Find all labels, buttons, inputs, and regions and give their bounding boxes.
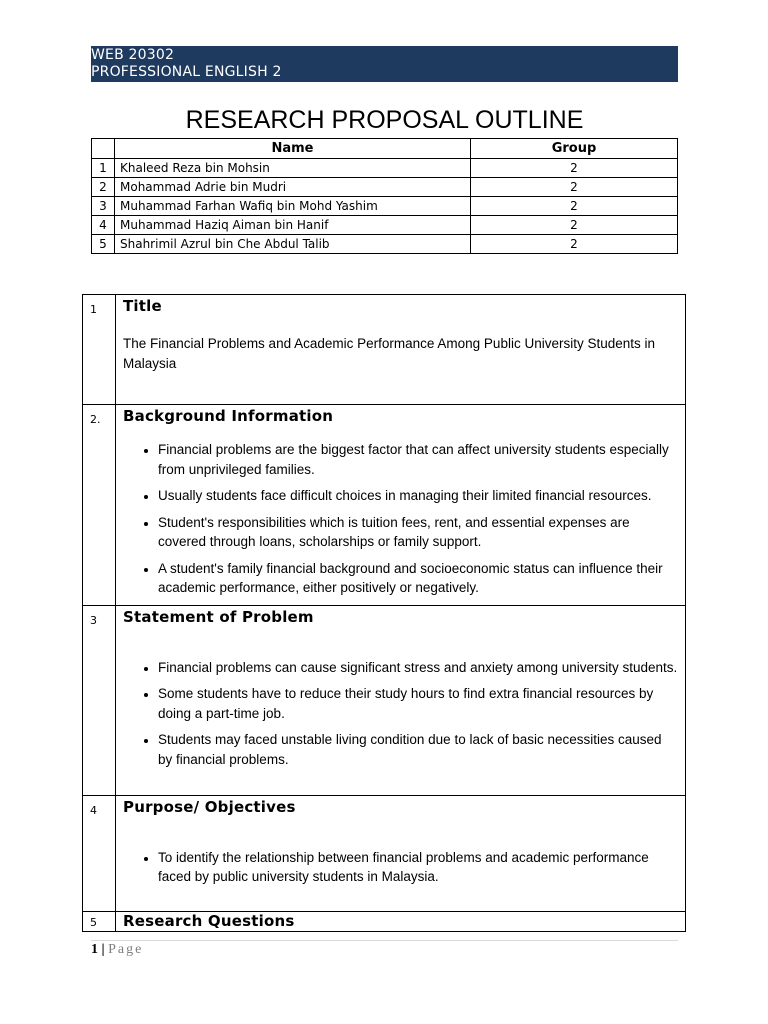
outline-section-problem xyxy=(83,605,686,795)
member-name: Mohammad Adrie bin Mudri xyxy=(115,178,471,197)
table-row xyxy=(92,197,678,216)
section-number: 5 xyxy=(83,911,116,931)
section-heading: Background Information xyxy=(123,407,334,425)
section-number: 1 xyxy=(83,295,116,405)
section-body xyxy=(116,795,686,911)
name-column-header: Name xyxy=(115,139,471,159)
list-item: • Usually students face difficult choices in managing their limited financial resources. xyxy=(158,486,679,506)
section-number: 2. xyxy=(83,405,116,606)
member-group: 2 xyxy=(471,197,678,216)
background-bullet-list xyxy=(123,440,679,598)
row-number: 5 xyxy=(92,235,115,254)
row-number: 2 xyxy=(92,178,115,197)
page-number: 1 xyxy=(91,942,98,957)
section-body xyxy=(116,295,686,405)
list-item: • To identify the relationship between financial problems and academic performance faced by public university students in Malaysia. xyxy=(158,848,679,887)
section-heading: Statement of Problem xyxy=(123,607,314,626)
table-row xyxy=(92,159,678,178)
proposal-outline-table xyxy=(82,294,686,932)
list-item: • Students may faced unstable living condition due to lack of basic necessities caused by financial problems. xyxy=(158,730,679,769)
section-body xyxy=(116,405,686,606)
page-footer xyxy=(91,942,143,958)
row-number: 4 xyxy=(92,216,115,235)
group-column-header: Group xyxy=(471,139,678,159)
list-item: • A student's family financial background and socioeconomic status can influence their academic performance, either positively or negatively. xyxy=(158,559,679,598)
row-number: 1 xyxy=(92,159,115,178)
section-heading: Title xyxy=(123,297,162,315)
row-number: 3 xyxy=(92,197,115,216)
section-body xyxy=(116,911,686,931)
course-header-band xyxy=(91,46,678,82)
list-item: • Student's responsibilities which is tuition fees, rent, and essential expenses are covered through loans, scholarships or family support. xyxy=(158,513,679,552)
list-item: • Financial problems are the biggest factor that can affect university students especially from unprivileged families. xyxy=(158,440,679,479)
document-title: RESEARCH PROPOSAL OUTLINE xyxy=(185,106,584,134)
table-row xyxy=(92,178,678,197)
number-column-header xyxy=(92,139,115,159)
member-name: Khaleed Reza bin Mohsin xyxy=(115,159,471,178)
member-group: 2 xyxy=(471,178,678,197)
table-header-row xyxy=(92,139,678,159)
member-name: Muhammad Haziq Aiman bin Hanif xyxy=(115,216,471,235)
page-label: Page xyxy=(108,942,144,957)
problem-bullet-list xyxy=(123,658,679,770)
member-name: Shahrimil Azrul bin Che Abdul Talib xyxy=(115,235,471,254)
table-row xyxy=(92,216,678,235)
section-number: 3 xyxy=(83,605,116,795)
table-row xyxy=(92,235,678,254)
member-group: 2 xyxy=(471,235,678,254)
group-members-table xyxy=(91,138,678,254)
course-name: PROFESSIONAL ENGLISH 2 xyxy=(91,64,282,80)
member-group: 2 xyxy=(471,159,678,178)
outline-section-title xyxy=(83,295,686,405)
footer-divider xyxy=(91,940,678,941)
list-item: • Financial problems can cause significant stress and anxiety among university students. xyxy=(158,658,679,678)
section-heading: Research Questions xyxy=(123,911,295,930)
objectives-bullet-list xyxy=(123,848,679,887)
course-code: WEB 20302 xyxy=(91,47,175,63)
outline-section-research-questions xyxy=(83,911,686,931)
footer-separator: | xyxy=(101,942,105,957)
proposal-title-text: The Financial Problems and Academic Performance Among Public University Students in Malaysia xyxy=(123,336,656,371)
section-number: 4 xyxy=(83,795,116,911)
section-heading: Purpose/ Objectives xyxy=(123,797,296,816)
list-item: • Some students have to reduce their study hours to find extra financial resources by doing a part-time job. xyxy=(158,684,679,723)
outline-section-objectives xyxy=(83,795,686,911)
outline-section-background xyxy=(83,405,686,606)
member-name: Muhammad Farhan Wafiq bin Mohd Yashim xyxy=(115,197,471,216)
section-body xyxy=(116,605,686,795)
member-group: 2 xyxy=(471,216,678,235)
